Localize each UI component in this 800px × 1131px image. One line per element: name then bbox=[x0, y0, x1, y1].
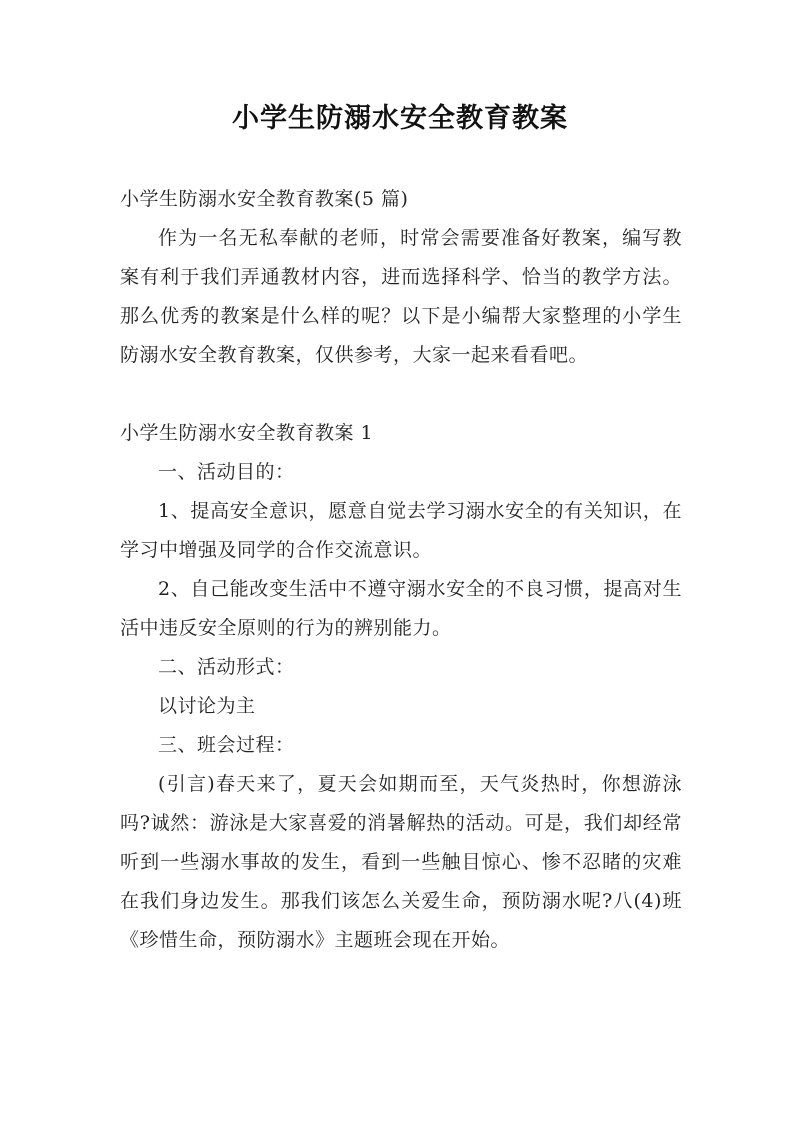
section-heading-format: 二、活动形式： bbox=[158, 656, 295, 678]
section-heading-objectives: 一、活动目的： bbox=[158, 461, 295, 483]
process-paragraph: (引言)春天来了，夏天会如期而至，天气炎热时，你想游泳吗?诚然：游泳是大家喜爱的消暑解热的活动。可是，我们却经常听到一些溺水事故的发生，看到一些触目惊心、惨不忍睹的灾难在我们身边发生。那我们该怎么关爱生命，预防溺水呢?八(4)班《珍惜生命，预防溺水》主题班会现在开始。 bbox=[120, 773, 682, 951]
objective-item-1: 1、提高安全意识，愿意自觉去学习溺水安全的有关知识，在学习中增强及同学的合作交流意识。 bbox=[120, 500, 682, 561]
paragraph-spacer bbox=[120, 375, 682, 414]
intro-paragraph: 作为一名无私奉献的老师，时常会需要准备好教案，编写教案有利于我们弄通教材内容，进而选择科学、恰当的教学方法。那么优秀的教案是什么样的呢？以下是小编帮大家整理的小学生防溺水安全教育教案，仅供参考，大家一起来看看吧。 bbox=[120, 227, 682, 366]
document-title: 小学生防溺水安全教育教案 bbox=[232, 103, 568, 134]
objective-item-2: 2、自己能改变生活中不遵守溺水安全的不良习惯，提高对生活中违反安全原则的行为的辨别能力。 bbox=[120, 578, 682, 639]
collection-heading: 小学生防溺水安全教育教案(5 篇) bbox=[120, 188, 409, 210]
format-text: 以讨论为主 bbox=[158, 695, 256, 717]
lesson-plan-heading: 小学生防溺水安全教育教案 1 bbox=[120, 422, 374, 444]
document-body bbox=[120, 180, 682, 960]
section-heading-process: 三、班会过程： bbox=[158, 734, 295, 756]
